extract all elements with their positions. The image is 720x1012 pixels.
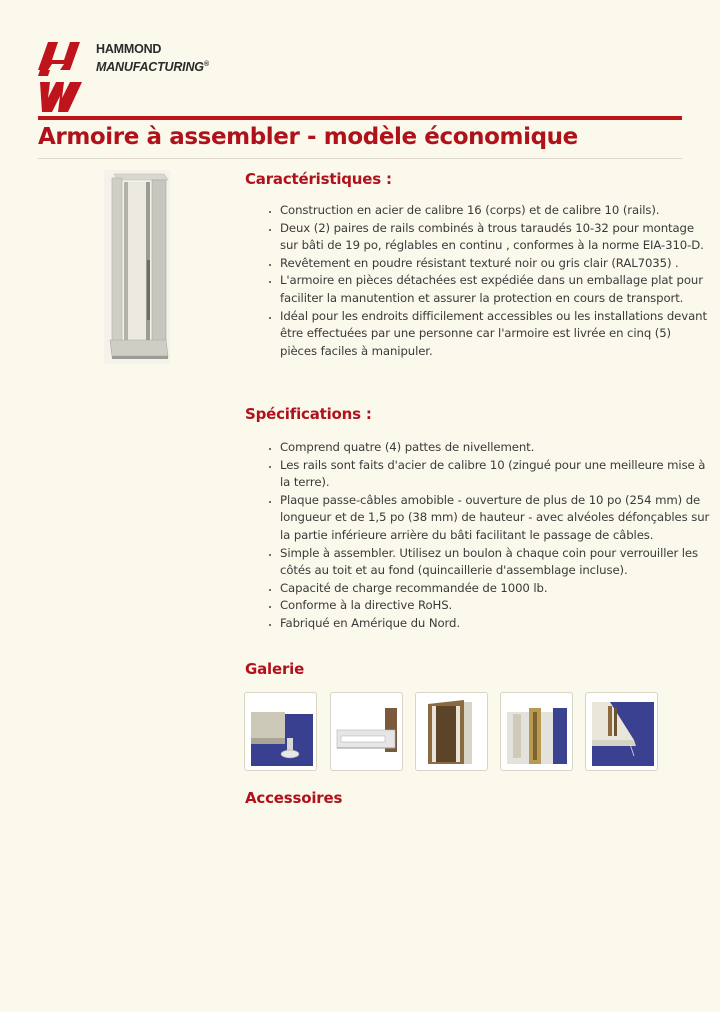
brand-name [96,42,209,75]
page-title: Armoire à assembler - modèle économique [38,124,578,150]
leveling-foot-photo-icon [249,698,313,766]
flat-pack-panel-photo-icon [420,698,484,766]
brand-name-line1: HAMMOND [96,42,162,56]
brand-logo[interactable] [38,42,228,114]
accessories-heading: Accessoires [245,789,343,807]
gallery-thumbnail[interactable] [244,692,317,771]
gallery [244,692,664,774]
list-item: • Construction en acier de calibre 16 (corps) et de calibre 10 (rails). [280,202,710,220]
gallery-thumbnail[interactable] [500,692,573,771]
product-image[interactable] [104,170,170,364]
gallery-thumbnail[interactable] [415,692,488,771]
specifications-list [262,439,710,633]
gallery-thumbnail[interactable] [330,692,403,771]
hammond-hw-logo-icon [38,42,90,114]
list-item: • Deux (2) paires de rails combinés à trous taraudés 10-32 pour montage sur bâti de 19 po, réglables en continu , conformes à la norme EIA-310-D. [280,220,710,255]
characteristics-list [262,202,710,360]
cable-plate-photo-icon [335,698,399,766]
rack-cabinet-image-icon [104,170,170,364]
assembly-corner-photo-icon [590,698,654,766]
list-item: • Capacité de charge recommandée de 1000 lb. [280,580,710,598]
brand-name-line2: MANUFACTURING® [96,60,209,75]
header-divider [38,116,682,120]
rail-detail-photo-icon [505,698,569,766]
specifications-heading: Spécifications : [245,405,372,423]
list-item: • Les rails sont faits d'acier de calibre 10 (zingué pour une meilleure mise à la terre). [280,457,710,492]
list-item: • Comprend quatre (4) pattes de nivellement. [280,439,710,457]
characteristics-heading: Caractéristiques : [245,170,392,188]
list-item: • Fabriqué en Amérique du Nord. [280,615,710,633]
list-item: • Idéal pour les endroits difficilement accessibles ou les installations devant être effectuées par une personne car l'armoire est livrée en cinq (5) pièces faciles à manipuler. [280,308,710,361]
title-divider [38,158,682,159]
list-item: • Revêtement en poudre résistant texturé noir ou gris clair (RAL7035) . [280,255,710,273]
list-item: • Simple à assembler. Utilisez un boulon à chaque coin pour verrouiller les côtés au toit et au fond (quincaillerie d'assemblage incluse). [280,545,710,580]
gallery-heading: Galerie [245,660,305,678]
gallery-thumbnail[interactable] [585,692,658,771]
list-item: • L'armoire en pièces détachées est expédiée dans un emballage plat pour faciliter la manutention et assurer la protection en cours de transport. [280,272,710,307]
list-item: • Conforme à la directive RoHS. [280,597,710,615]
list-item: • Plaque passe-câbles amobible - ouverture de plus de 10 po (254 mm) de longueur et de 1,5 po (38 mm) de hauteur - avec alvéoles défonçables sur la partie inférieure arrière du bâti facilitant le passage de câbles. [280,492,710,545]
